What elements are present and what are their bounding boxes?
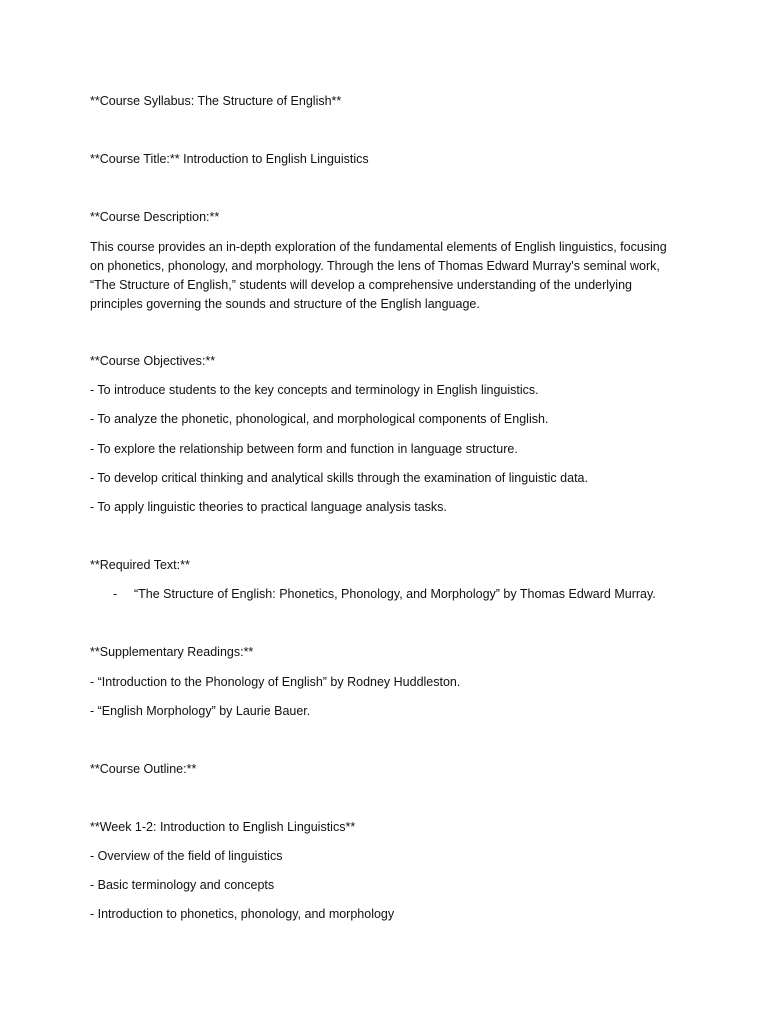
supplementary-item: - “English Morphology” by Laurie Bauer. — [90, 704, 311, 718]
syllabus-heading: **Course Syllabus: The Structure of English** — [90, 94, 342, 108]
outline-item: - Basic terminology and concepts — [90, 878, 275, 892]
description-paragraph — [90, 238, 690, 314]
objective-item: - To analyze the phonetic, phonological, and morphological components of English. — [90, 412, 549, 426]
outline-heading: **Course Outline:** — [90, 762, 197, 776]
description-line: “The Structure of English,” students will develop a comprehensive understanding of the underlying — [90, 278, 632, 292]
description-line: on phonetics, phonology, and morphology. Through the lens of Thomas Edward Murray's seminal work, — [90, 259, 660, 273]
required-text-heading: **Required Text:** — [90, 558, 190, 572]
required-text-bullet: - — [113, 587, 118, 601]
description-line: principles governing the sounds and structure of the English language. — [90, 297, 480, 311]
objective-item: - To introduce students to the key concepts and terminology in English linguistics. — [90, 383, 539, 397]
course-title: **Course Title:** Introduction to English Linguistics — [90, 152, 369, 166]
supplementary-heading: **Supplementary Readings:** — [90, 645, 254, 659]
week-heading: **Week 1-2: Introduction to English Linguistics** — [90, 820, 356, 834]
description-heading: **Course Description:** — [90, 210, 220, 224]
objective-item: - To explore the relationship between form and function in language structure. — [90, 442, 518, 456]
objective-item: - To develop critical thinking and analytical skills through the examination of linguistic data. — [90, 471, 588, 485]
objectives-heading: **Course Objectives:** — [90, 354, 216, 368]
objective-item: - To apply linguistic theories to practical language analysis tasks. — [90, 500, 447, 514]
required-text-item: “The Structure of English: Phonetics, Phonology, and Morphology” by Thomas Edward Murray. — [134, 587, 656, 601]
outline-item: - Introduction to phonetics, phonology, and morphology — [90, 907, 395, 921]
supplementary-item: - “Introduction to the Phonology of English” by Rodney Huddleston. — [90, 675, 461, 689]
description-line: This course provides an in-depth exploration of the fundamental elements of English linguistics, focusing — [90, 240, 667, 254]
outline-item: - Overview of the field of linguistics — [90, 849, 283, 863]
